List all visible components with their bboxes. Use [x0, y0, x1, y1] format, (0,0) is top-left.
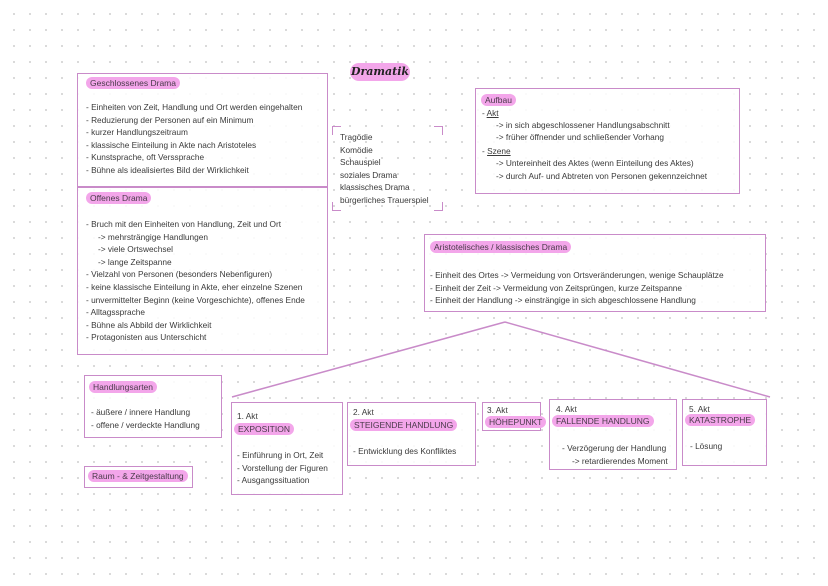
- list-item: -> früher öffnender und schließender Vorhang: [496, 132, 664, 142]
- genre-item: soziales Drama: [340, 169, 398, 180]
- list-item: - Alltagssprache: [86, 307, 146, 318]
- list-item: - Einführung in Ort, Zeit: [237, 450, 324, 460]
- list-item: - Einheit des Ortes -> Vermeidung von Ortsveränderungen, wenige Schauplätze: [430, 270, 724, 280]
- genre-item: Tragödie: [340, 132, 373, 142]
- act-2-box: [347, 402, 476, 466]
- structure-box: Aufbau - Akt -> in sich abgeschlossener Handlungsabschnitt -> früher öffnender und schließender Vorhang - Szene -> Untereinheit des Aktes (wenn Einteilung des Aktes) -> durch Auf- und Abtreten von Personen gekennzeichnet: [475, 88, 740, 194]
- list-item: -> retardierendes Moment: [572, 455, 668, 466]
- act-number: 2. Akt: [353, 407, 374, 417]
- list-item: - keine klassische Einteilung in Akte, eher einzelne Szenen: [86, 281, 303, 292]
- list-item: - Vorstellung der Figuren: [237, 462, 328, 473]
- list-item: -> durch Auf- und Abtreten von Personen gekennzeichnet: [496, 171, 708, 181]
- list-item: -> Untereinheit des Aktes (wenn Einteilung des Aktes): [496, 158, 694, 168]
- plot-types-box: [84, 375, 222, 438]
- list-item: - äußere / innere Handlung: [91, 407, 191, 417]
- genre-item: klassisches Drama: [340, 182, 410, 193]
- list-item: - Verzögerung der Handlung: [562, 443, 667, 453]
- act-number: 1. Akt: [237, 411, 258, 421]
- list-item: - Bühne als Abbild der Wirklichkeit: [86, 319, 212, 330]
- list-item: - Lösung: [690, 441, 723, 451]
- act-3-box: [482, 402, 541, 431]
- list-item: - Einheit der Handlung -> einsträngige in sich abgeschlossene Handlung: [430, 295, 696, 306]
- list-item: - Vielzahl von Personen (besonders Nebenfiguren): [86, 269, 273, 280]
- list-item: - Protagonisten aus Unterschicht: [86, 332, 207, 343]
- space-time-box: [84, 466, 193, 488]
- list-item: - Einheiten von Zeit, Handlung und Ort werden eingehalten: [86, 102, 303, 112]
- aristotelian-heading: Aristotelisches / klassisches Drama: [430, 241, 571, 253]
- list-item: - Ausgangssituation: [237, 475, 310, 486]
- list-item: - klassische Einteilung in Akte nach Aristoteles: [86, 139, 257, 150]
- list-item: - offene / verdeckte Handlung: [91, 419, 200, 430]
- page-title: Dramatik: [350, 63, 410, 81]
- act-name: KATASTROPHE: [685, 414, 755, 426]
- list-item: -> lange Zeitspanne: [98, 256, 172, 267]
- list-item: - unvermittelter Beginn (keine Vorgeschichte), offenes Ende: [86, 294, 305, 305]
- scene-label: Szene: [487, 146, 511, 156]
- act-name: FALLENDE HANDLUNG: [552, 415, 654, 427]
- act-number: 5. Akt: [689, 404, 710, 414]
- list-item: - Entwicklung des Konfliktes: [353, 446, 457, 456]
- list-item: - Bruch mit den Einheiten von Handlung, Zeit und Ort: [86, 219, 282, 229]
- genre-item: Schauspiel: [340, 157, 381, 168]
- list-item: -> mehrsträngige Handlungen: [98, 231, 209, 242]
- list-item: - Einheit der Zeit -> Vermeidung von Zeitsprüngen, kurze Zeitspanne: [430, 282, 683, 293]
- list-item: - Reduzierung der Personen auf ein Minimum: [86, 114, 254, 125]
- act-1-box: [231, 402, 343, 495]
- structure-heading: Aufbau: [481, 94, 516, 106]
- act-name: HÖHEPUNKT: [485, 416, 546, 428]
- act-4-box: [549, 399, 677, 470]
- list-item: -> viele Ortswechsel: [98, 244, 173, 255]
- list-item: - Bühne als idealisiertes Bild der Wirklichkeit: [86, 164, 249, 175]
- space-time-heading: Raum - & Zeitgestaltung: [88, 470, 188, 482]
- act-5-box: [682, 399, 767, 466]
- list-item: -> in sich abgeschlossener Handlungsabschnitt: [496, 120, 670, 130]
- act-number: 3. Akt: [487, 405, 508, 415]
- act-number: 4. Akt: [556, 404, 577, 414]
- closed-drama-heading: Geschlossenes Drama: [86, 77, 180, 89]
- act-name: EXPOSITION: [234, 423, 294, 435]
- genre-item: bürgerliches Trauerspiel: [340, 194, 429, 205]
- open-drama-heading: Offenes Drama: [86, 192, 151, 204]
- plot-types-heading: Handlungsarten: [89, 381, 157, 393]
- act-name: STEIGENDE HANDLUNG: [350, 419, 457, 431]
- list-item: - kurzer Handlungszeitraum: [86, 127, 188, 138]
- genre-item: Komödie: [340, 144, 373, 155]
- list-item: - Kunstsprache, oft Verssprache: [86, 152, 205, 163]
- act-label: Akt: [486, 108, 499, 118]
